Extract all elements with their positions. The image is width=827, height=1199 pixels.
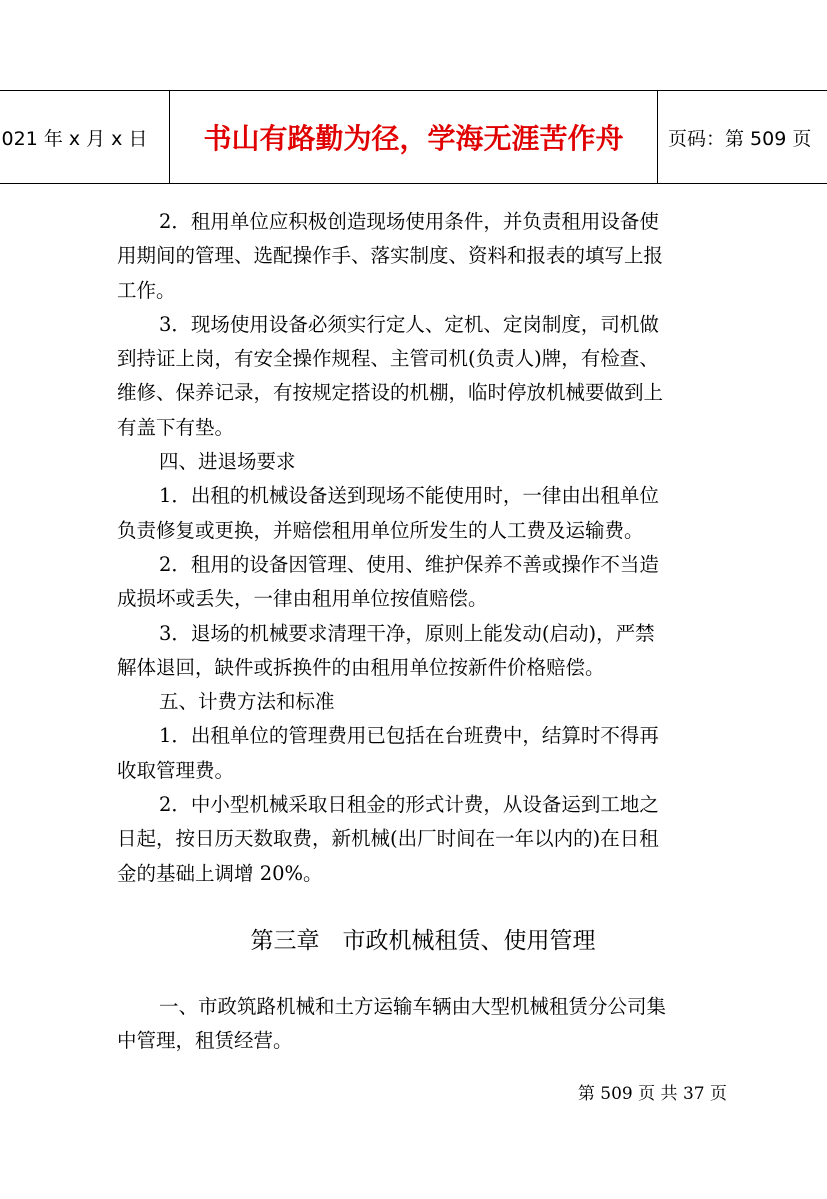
text-line: 工作。 bbox=[117, 278, 176, 302]
chapter-body-text bbox=[117, 990, 729, 1059]
text-line: 2．租用单位应积极创造现场使用条件，并负责租用设备使 bbox=[159, 210, 659, 233]
header-page-number: 页码：第 509 页 bbox=[668, 127, 812, 150]
text-line: 解体退回，缺件或拆换件的由租用单位按新件价格赔偿。 bbox=[117, 655, 605, 679]
text-line: 负责修复或更换，并赔偿租用单位所发生的人工费及运输费。 bbox=[117, 518, 644, 542]
text-line: 3．退场的机械要求清理干净，原则上能发动(启动)，严禁 bbox=[159, 621, 655, 645]
text-line: 2．租用的设备因管理、使用、维护保养不善或操作不当造 bbox=[159, 552, 659, 576]
text-line: 五、计费方法和标准 bbox=[159, 690, 335, 714]
text-line: 3．现场使用设备必须实行定人、定机、定岗制度，司机做 bbox=[159, 312, 659, 336]
text-line: 有盖下有垫。 bbox=[117, 415, 235, 439]
header-motto: 书山有路勤为径，学海无涯苦作舟 bbox=[170, 91, 658, 183]
text-line: 到持证上岗，有安全操作规程、主管司机(负责人)牌，有检查、 bbox=[117, 347, 659, 371]
text-line: 中管理，租赁经营。 bbox=[117, 1029, 293, 1053]
text-line: 四、进退场要求 bbox=[159, 450, 296, 474]
text-line: 2．中小型机械采取日租金的形式计费，从设备运到工地之 bbox=[159, 793, 659, 817]
text-line: 1．出租单位的管理费用已包括在台班费中，结算时不得再 bbox=[159, 724, 659, 748]
body-text bbox=[117, 205, 729, 891]
text-line: 一、市政筑路机械和土方运输车辆由大型机械租赁分公司集 bbox=[159, 995, 667, 1018]
text-line: 1．出租的机械设备送到现场不能使用时，一律由出租单位 bbox=[159, 484, 659, 508]
text-line: 日起，按日历天数取费，新机械(出厂时间在一年以内的)在日租 bbox=[117, 827, 659, 851]
text-line: 用期间的管理、选配操作手、落实制度、资料和报表的填写上报 bbox=[117, 244, 664, 268]
chapter-title: 第三章 市政机械租赁、使用管理 bbox=[250, 928, 596, 954]
text-line: 维修、保养记录，有按规定搭设的机棚，临时停放机械要做到上 bbox=[117, 381, 664, 405]
text-line: 收取管理费。 bbox=[117, 758, 235, 782]
text-line: 金的基础上调增 20%。 bbox=[117, 861, 323, 885]
header-date: 021 年 x 月 x 日 bbox=[0, 91, 170, 183]
page-header bbox=[0, 90, 827, 184]
page-footer: 第 509 页 共 37 页 bbox=[577, 1084, 727, 1104]
text-line: 成损坏或丢失，一律由租用单位按值赔偿。 bbox=[117, 587, 488, 611]
